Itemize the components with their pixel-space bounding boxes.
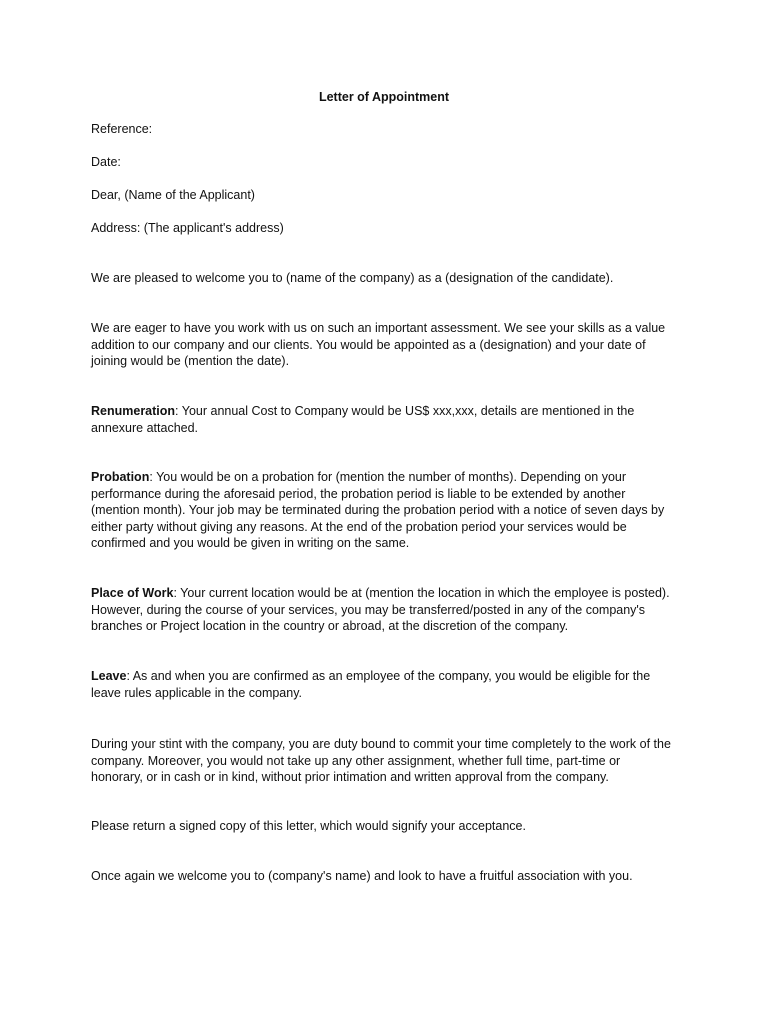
leave-label: Leave bbox=[91, 669, 127, 683]
closing-paragraph: Once again we welcome you to (company's name) and look to have a fruitful association with you. bbox=[91, 869, 633, 883]
probation-paragraph bbox=[91, 469, 681, 552]
paragraph-line: branches or Project location in the country or abroad, at the discretion of the company. bbox=[91, 619, 569, 634]
paragraph-line: joining would be (mention the date). bbox=[91, 354, 290, 369]
paragraph-line: annexure attached. bbox=[91, 420, 199, 435]
paragraph-line bbox=[91, 585, 681, 602]
paragraph-line bbox=[91, 403, 681, 420]
welcome-paragraph: We are pleased to welcome you to (name of the company) as a (designation of the candidate). bbox=[91, 271, 614, 285]
place-of-work-text: : Your current location would be at (mention the location in which the employee is posted). bbox=[173, 586, 670, 600]
return-copy-paragraph: Please return a signed copy of this letter, which would signify your acceptance. bbox=[91, 819, 526, 833]
paragraph-line bbox=[91, 668, 681, 685]
stint-paragraph bbox=[91, 736, 681, 786]
probation-text: : You would be on a probation for (mention the number of months). Depending on your bbox=[149, 470, 627, 484]
paragraph-line: company. Moreover, you would not take up any other assignment, whether full time, part-time or bbox=[91, 753, 621, 768]
paragraph-line: During your stint with the company, you are duty bound to commit your time completely to the work of the bbox=[91, 737, 671, 751]
paragraph-line: honorary, or in cash or in kind, without prior intimation and written approval from the company. bbox=[91, 770, 609, 785]
paragraph-line: performance during the aforesaid period, the probation period is liable to be extended by another bbox=[91, 486, 626, 501]
address-line: Address: (The applicant's address) bbox=[91, 221, 284, 235]
paragraph-line bbox=[91, 469, 681, 486]
probation-label: Probation bbox=[91, 470, 150, 484]
leave-paragraph bbox=[91, 668, 681, 701]
paragraph-line: leave rules applicable in the company. bbox=[91, 685, 303, 700]
place-of-work-paragraph bbox=[91, 585, 681, 635]
paragraph-line: addition to our company and our clients. You would be appointed as a (designation) and your date of bbox=[91, 337, 646, 352]
paragraph-line: confirmed and you would be given in writing on the same. bbox=[91, 536, 410, 551]
reference-line: Reference: bbox=[91, 122, 153, 136]
letter-title: Letter of Appointment bbox=[318, 90, 450, 104]
paragraph-line: We are eager to have you work with us on such an important assessment. We see your skills as a value bbox=[91, 321, 666, 335]
leave-text: : As and when you are confirmed as an employee of the company, you would be eligible for the bbox=[126, 669, 651, 683]
renumeration-paragraph bbox=[91, 403, 681, 436]
place-of-work-label: Place of Work bbox=[91, 586, 174, 600]
paragraph-line: However, during the course of your services, you may be transferred/posted in any of the company's bbox=[91, 602, 646, 617]
eager-paragraph bbox=[91, 320, 681, 370]
date-line: Date: bbox=[91, 155, 121, 169]
paragraph-line: (mention month). Your job may be terminated during the probation period with a notice of seven days by bbox=[91, 503, 665, 518]
salutation-line: Dear, (Name of the Applicant) bbox=[91, 188, 255, 202]
paragraph-line: either party without giving any reasons. At the end of the probation period your services would be bbox=[91, 519, 627, 534]
renumeration-text: : Your annual Cost to Company would be US$ xxx,xxx, details are mentioned in the bbox=[175, 404, 635, 418]
renumeration-label: Renumeration bbox=[91, 404, 176, 418]
